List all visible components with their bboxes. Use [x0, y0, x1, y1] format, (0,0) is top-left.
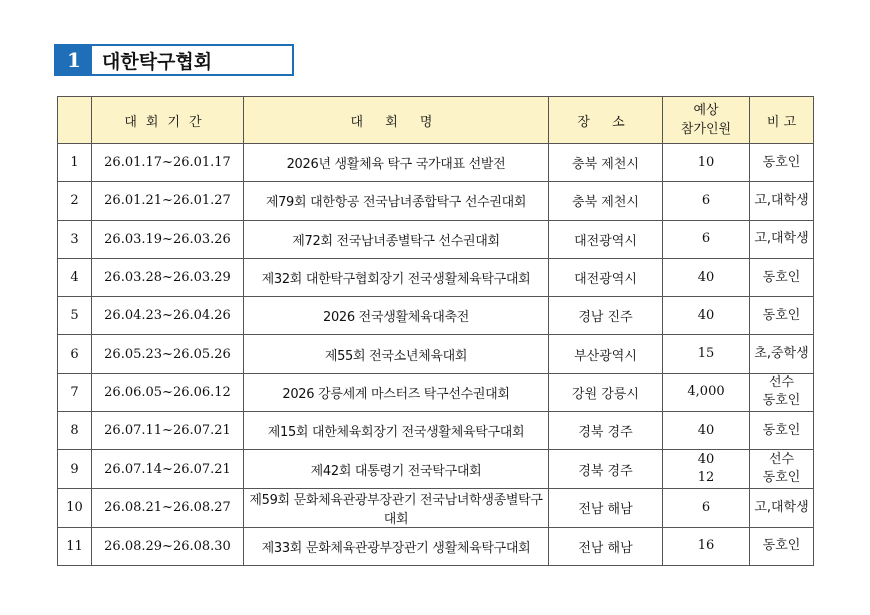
- event-period: 26.03.19~26.03.26: [92, 220, 244, 258]
- participant-count: 10: [697, 154, 715, 170]
- event-note: [750, 527, 814, 565]
- note-text: 초,중학생: [754, 346, 809, 362]
- participant-count: 6: [701, 231, 711, 247]
- note-text: 동호인: [762, 538, 801, 554]
- section-title: [54, 44, 294, 76]
- expected-participants: [663, 450, 750, 488]
- event-note: [750, 258, 814, 296]
- event-period: 26.06.05~26.06.12: [92, 373, 244, 411]
- table-row: [58, 144, 814, 182]
- row-number: 9: [58, 450, 92, 488]
- table-row: [58, 373, 814, 411]
- participant-count: 6: [701, 192, 711, 208]
- event-place: 전남 해남: [549, 488, 663, 527]
- event-note: [750, 335, 814, 373]
- event-period: 26.05.23~26.05.26: [92, 335, 244, 373]
- event-note: [750, 488, 814, 527]
- event-note: [750, 373, 814, 411]
- header-note: 비 고: [750, 97, 814, 144]
- participant-count: 6: [701, 499, 711, 515]
- expected-participants: [663, 220, 750, 258]
- note-text: 선수: [768, 375, 795, 391]
- event-name: 제42회 대통령기 전국탁구대회: [244, 450, 549, 488]
- event-place: 대전광역시: [549, 258, 663, 296]
- note-text: 동호인: [762, 307, 801, 323]
- event-place: 전남 해남: [549, 527, 663, 565]
- expected-participants: [663, 182, 750, 220]
- table-row: [58, 220, 814, 258]
- event-note: [750, 182, 814, 220]
- note-text: 고,대학생: [754, 192, 809, 208]
- event-name: 제15회 대한체육회장기 전국생활체육탁구대회: [244, 412, 549, 450]
- expected-participants: [663, 488, 750, 527]
- table-row: [58, 412, 814, 450]
- participant-count: 40: [697, 452, 715, 468]
- table-row: [58, 527, 814, 565]
- event-period: 26.01.17~26.01.17: [92, 144, 244, 182]
- events-table: [57, 96, 814, 566]
- note-text: 동호인: [762, 154, 801, 170]
- note-text: 고,대학생: [754, 499, 809, 515]
- event-name: 제79회 대한항공 전국남녀종합탁구 선수권대회: [244, 182, 549, 220]
- table-header-row: [58, 97, 814, 144]
- expected-participants: [663, 373, 750, 411]
- expected-participants: [663, 412, 750, 450]
- event-place: 경남 진주: [549, 297, 663, 335]
- event-note: [750, 297, 814, 335]
- note-text: 동호인: [762, 393, 801, 409]
- event-place: 충북 제천시: [549, 182, 663, 220]
- event-name: 제33회 문화체육관광부장관기 생활체육탁구대회: [244, 527, 549, 565]
- expected-participants: [663, 258, 750, 296]
- event-period: 26.08.29~26.08.30: [92, 527, 244, 565]
- row-number: 7: [58, 373, 92, 411]
- row-number: 3: [58, 220, 92, 258]
- participant-count: 15: [697, 346, 715, 362]
- participant-count: 40: [697, 307, 715, 323]
- section-number: 1: [56, 46, 92, 74]
- event-period: 26.08.21~26.08.27: [92, 488, 244, 527]
- event-note: [750, 450, 814, 488]
- event-note: [750, 144, 814, 182]
- event-place: 충북 제천시: [549, 144, 663, 182]
- event-period: 26.03.28~26.03.29: [92, 258, 244, 296]
- event-place: 경북 경주: [549, 412, 663, 450]
- expected-participants: [663, 335, 750, 373]
- header-place: 장 소: [549, 97, 663, 144]
- event-period: 26.07.11~26.07.21: [92, 412, 244, 450]
- event-name: 2026 강릉세계 마스터즈 탁구선수권대회: [244, 373, 549, 411]
- event-note: [750, 412, 814, 450]
- header-name: 대 회 명: [244, 97, 549, 144]
- event-place: 강원 강릉시: [549, 373, 663, 411]
- table-row: [58, 258, 814, 296]
- event-name: 2026년 생활체육 탁구 국가대표 선발전: [244, 144, 549, 182]
- expected-participants: [663, 527, 750, 565]
- row-number: 4: [58, 258, 92, 296]
- participant-count: 12: [697, 470, 715, 486]
- event-place: 부산광역시: [549, 335, 663, 373]
- table-row: [58, 297, 814, 335]
- participant-count: 4,000: [687, 384, 725, 400]
- row-number: 11: [58, 527, 92, 565]
- event-name: 제72회 전국남녀종별탁구 선수권대회: [244, 220, 549, 258]
- expected-participants: [663, 297, 750, 335]
- row-number: 2: [58, 182, 92, 220]
- section-heading: 대한탁구협회: [102, 50, 213, 73]
- note-text: 고,대학생: [754, 231, 809, 247]
- event-period: 26.04.23~26.04.26: [92, 297, 244, 335]
- table-row: [58, 182, 814, 220]
- row-number: 1: [58, 144, 92, 182]
- table-row: [58, 488, 814, 527]
- header-expected: 예상 참가인원: [663, 97, 750, 144]
- event-period: 26.07.14~26.07.21: [92, 450, 244, 488]
- row-number: 6: [58, 335, 92, 373]
- header-period: 대회기간: [92, 97, 244, 144]
- participant-count: 40: [697, 269, 715, 285]
- row-number: 8: [58, 412, 92, 450]
- event-name: 2026 전국생활체육대축전: [244, 297, 549, 335]
- participant-count: 16: [697, 538, 715, 554]
- header-no: [58, 97, 92, 144]
- note-text: 선수: [768, 452, 795, 468]
- participant-count: 40: [697, 422, 715, 438]
- note-text: 동호인: [762, 470, 801, 486]
- table-row: [58, 450, 814, 488]
- event-name: 제59회 문화체육관광부장관기 전국남녀학생종별탁구대회: [244, 488, 549, 527]
- row-number: 10: [58, 488, 92, 527]
- event-place: 경북 경주: [549, 450, 663, 488]
- event-name: 제55회 전국소년체육대회: [244, 335, 549, 373]
- event-place: 대전광역시: [549, 220, 663, 258]
- note-text: 동호인: [762, 422, 801, 438]
- row-number: 5: [58, 297, 92, 335]
- expected-participants: [663, 144, 750, 182]
- note-text: 동호인: [762, 269, 801, 285]
- event-name: 제32회 대한탁구협회장기 전국생활체육탁구대회: [244, 258, 549, 296]
- table-row: [58, 335, 814, 373]
- event-period: 26.01.21~26.01.27: [92, 182, 244, 220]
- event-note: [750, 220, 814, 258]
